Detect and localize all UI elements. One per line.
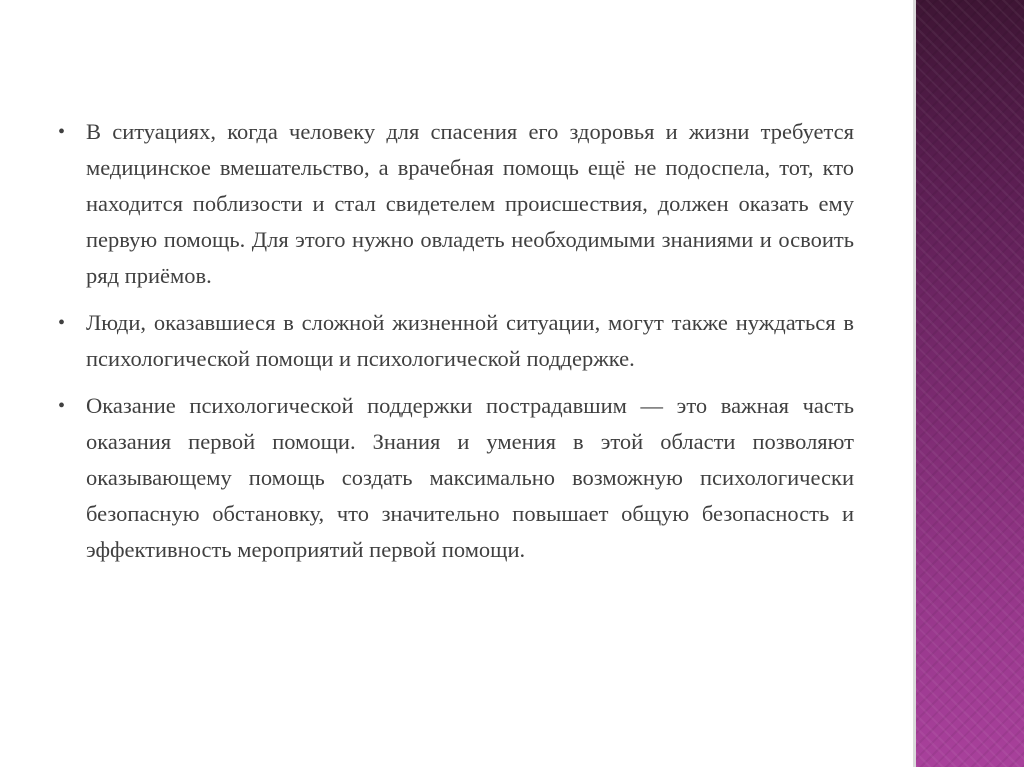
bullet-text: В ситуациях, когда человеку для спасения его здоровья и жизни требуется медицинское вмешательство, а врачебная помощь ещё не подоспела, тот, кто находится поблизости и стал свидетелем происшествия, должен оказать ему первую помощь. Для этого нужно овладеть необходимыми знаниями и освоить ряд приёмов. [86,119,854,288]
bullet-text: Люди, оказавшиеся в сложной жизненной ситуации, могут также нуждаться в психологической помощи и психологической поддержке. [86,310,854,371]
decorative-side-band [916,0,1024,767]
bullet-marker: • [58,312,66,334]
bullet-list [58,114,854,579]
bullet-item [58,305,854,377]
bullet-marker: • [58,395,66,417]
bullet-text: Оказание психологической поддержки пострадавшим — это важная часть оказания первой помощи. Знания и умения в этой области позволяют оказывающему помощь создать максимально возможную психологически безопасную обстановку, что значительно повышает общую безопасность и эффективность мероприятий первой помощи. [86,393,854,562]
bullet-item [58,388,854,568]
bullet-marker: • [58,121,66,143]
bullet-item [58,114,854,294]
